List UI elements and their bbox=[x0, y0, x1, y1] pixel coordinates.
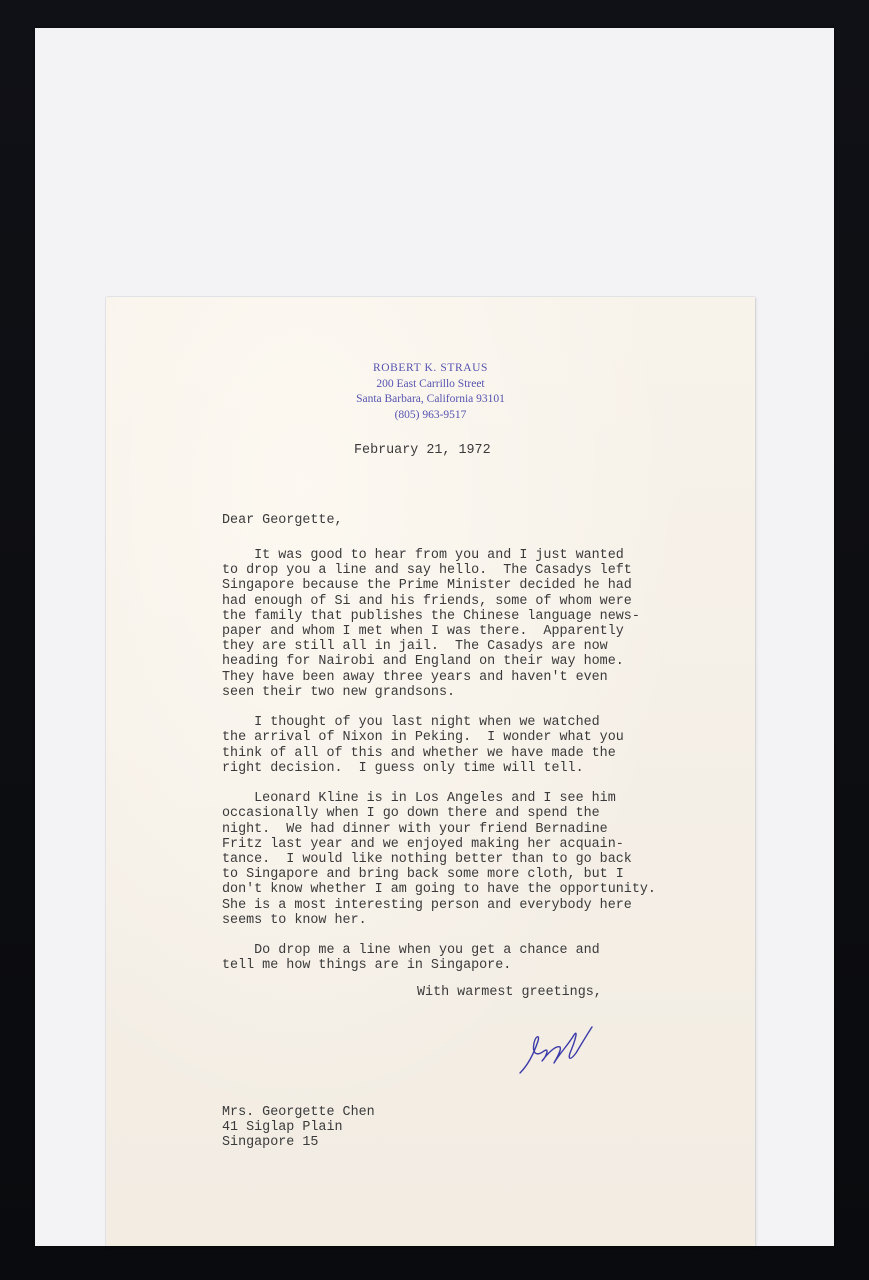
paragraph-1: It was good to hear from you and I just wanted to drop you a line and say hello. The Casadys left Singapore because the Prime Minister decided he had had enough of Si and his friends, some of whom were the family that publishes the Chinese language news- paper and whom I met when I was there. Apparently they are still all in jail. The Casadys are now heading for Nairobi and England on their way home. They have been away three years and haven't even seen their two new grandsons. bbox=[222, 548, 640, 700]
letterhead-phone: (805) 963-9517 bbox=[394, 408, 467, 421]
letterhead bbox=[106, 361, 755, 423]
letterhead-name: ROBERT K. STRAUS bbox=[372, 362, 489, 374]
paragraph-4: Do drop me a line when you get a chance and tell me how things are in Singapore. bbox=[222, 943, 600, 974]
closing: With warmest greetings, bbox=[417, 985, 602, 1000]
letterhead-city: Santa Barbara, California 93101 bbox=[356, 393, 505, 405]
letter-sheet bbox=[106, 297, 755, 1246]
handwritten-signature bbox=[516, 1023, 596, 1079]
salutation: Dear Georgette, bbox=[222, 513, 343, 528]
address-line-2: 41 Siglap Plain bbox=[222, 1120, 343, 1136]
letterhead-street: 200 East Carrillo Street bbox=[376, 377, 485, 390]
address-line-3: Singapore 15 bbox=[222, 1135, 319, 1151]
recipient-address bbox=[222, 1105, 375, 1151]
paragraph-2: I thought of you last night when we watched the arrival of Nixon in Peking. I wonder what you think of all of this and whether we have made the right decision. I guess only time will tell. bbox=[222, 715, 624, 776]
letter-body bbox=[222, 548, 656, 974]
paragraph-3: Leonard Kline is in Los Angeles and I see him occasionally when I go down there and spend the night. We had dinner with your friend Bernadine Fritz last year and we enjoyed making her acquain- tance. I would like nothing better than to go back to Singapore and bring back some more cloth, but I don't know whether I am going to have the opportunity. She is a most interesting person and everybody here seems to know her. bbox=[222, 791, 656, 928]
address-line-1: Mrs. Georgette Chen bbox=[222, 1105, 375, 1120]
letter-date: February 21, 1972 bbox=[354, 443, 491, 458]
